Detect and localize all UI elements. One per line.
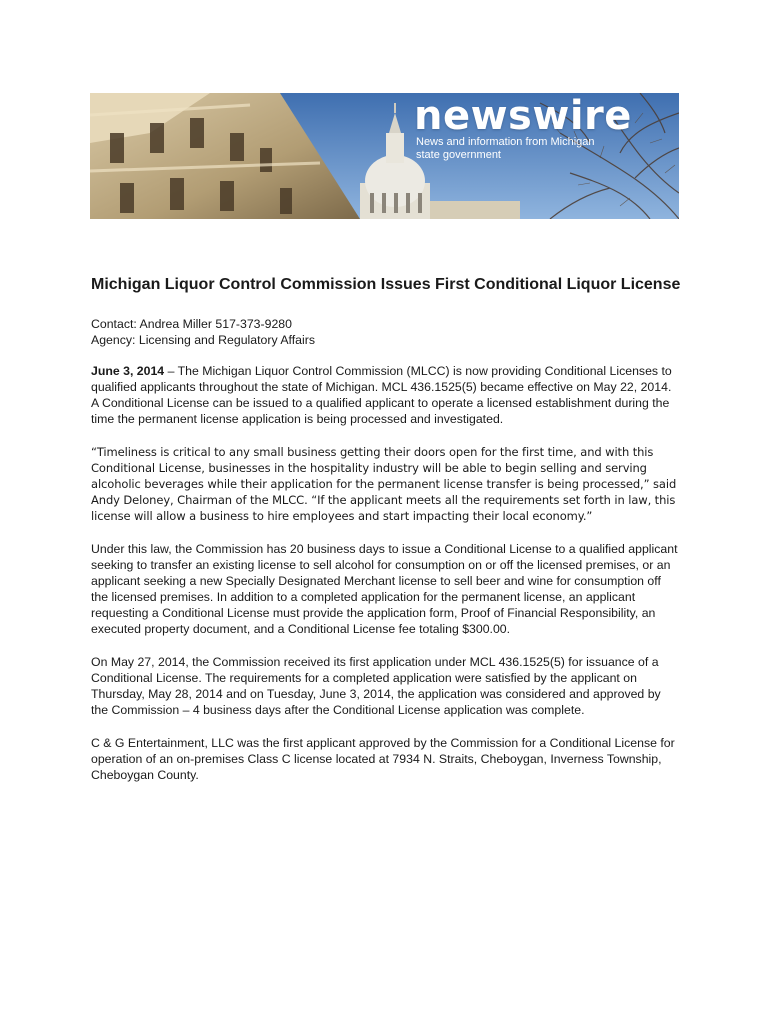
- banner-tagline: News and information from Michigan state government: [416, 136, 595, 161]
- headline: Michigan Liquor Control Commission Issues First Conditional Liquor License: [91, 276, 681, 293]
- contact-line: Contact: Andrea Miller 517-373-9280: [91, 317, 292, 331]
- paragraph-intro-text: – The Michigan Liquor Control Commission (MLCC) is now providing Conditional Licenses to qualified applicants throughout the state of Michigan. MCL 436.1525(5) became effective on May 22, 2014. A Conditional License can be issued to a qualified applicant to operate a licensed establishment during the time the permanent license application is being processed and investigated.: [91, 364, 672, 426]
- newswire-logo-text: newswire: [414, 93, 632, 139]
- paragraph-law: Under this law, the Commission has 20 business days to issue a Conditional License to a qualified applicant seeking to transfer an existing license to sell alcohol for consumption on or off the licensed premises, or an applicant seeking a new Specially Designated Merchant license to sell beer and wine for consumption off the licensed premises. In addition to a completed application for the permanent license, an applicant requesting a Conditional License must provide the application form, Proof of Financial Responsibility, an executed property document, and a Conditional License fee totaling $300.00.: [91, 542, 678, 636]
- contact-block: [91, 316, 681, 348]
- agency-line: Agency: Licensing and Regulatory Affairs: [91, 333, 315, 347]
- press-release: [91, 275, 681, 783]
- paragraph-approved-applicant: C & G Entertainment, LLC was the first applicant approved by the Commission for a Conditional License for operation of an on-premises Class C license located at 7934 N. Straits, Cheboygan, Inverness Township, Cheboygan County.: [91, 736, 675, 782]
- paragraph-quote: “Timeliness is critical to any small business getting their doors open for the first time, and with this Conditional License, businesses in the hospitality industry will be able to begin selling and serving alcoholic beverages while their application for the permanent license transfer is being processed,” said Andy Deloney, Chairman of the MLCC. “If the applicant meets all the requirements set forth in law, this license will allow a business to hire employees and start impacting their local economy.”: [91, 445, 677, 523]
- newswire-banner: [90, 93, 679, 219]
- paragraph-intro: [91, 363, 681, 427]
- paragraph-first-application: On May 27, 2014, the Commission received its first application under MCL 436.1525(5) for issuance of a Conditional License. The requirements for a completed application were satisfied by the applicant on Thursday, May 28, 2014 and on Tuesday, June 3, 2014, the application was considered and approved by the Commission – 4 business days after the Conditional License application was complete.: [91, 655, 661, 717]
- dateline: June 3, 2014: [91, 364, 165, 378]
